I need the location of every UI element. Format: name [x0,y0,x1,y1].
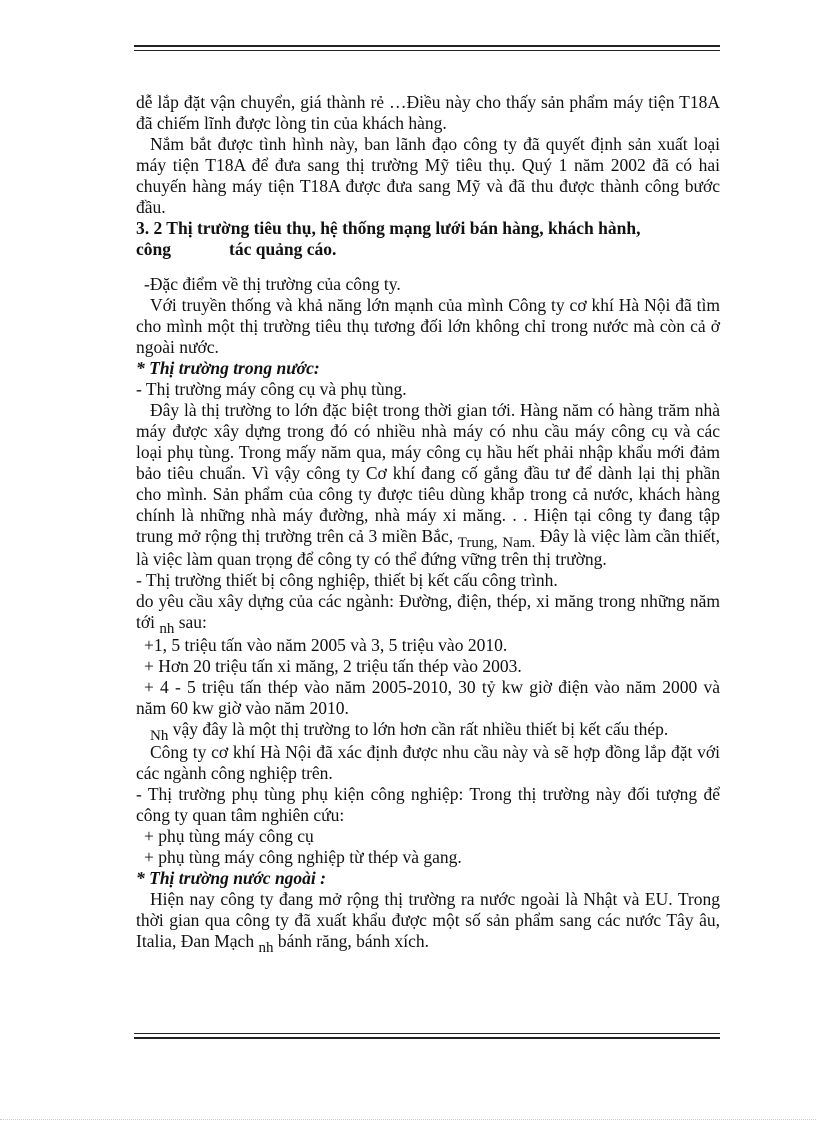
paragraph: dễ lắp đặt vận chuyển, giá thành rẻ …Điều này cho thấy sản phẩm máy tiện T18A đã chiếm lĩnh được lòng tin của khách hàng. [136,92,720,133]
domestic-market-heading: * Thị trường trong nước: [136,358,320,378]
section-heading-line1: 3. 2 Thị trường tiêu thụ, hệ thống mạng lưới bán hàng, khách hành, [136,218,641,238]
plus-item: + Hơn 20 triệu tấn xi măng, 2 triệu tấn thép vào 2003. [144,656,522,676]
paragraph-text: bánh răng, bánh xích. [277,931,429,951]
paragraph: -Đặc điểm về thị trường của công ty. [144,274,401,294]
paragraph: Nắm bắt được tình hình này, ban lãnh đạo công ty đã quyết định sản xuất loại máy tiện T18A để đưa sang thị trường Mỹ tiêu thụ. Quý 1 năm 2002 đã có hai chuyến hàng máy tiện T18A được đưa sang Mỹ và đã thu được thành công bước đầu. [136,134,720,217]
subscript-word: Trung, [457,535,498,551]
paragraph-text: do yêu cầu xây dựng của các ngành: Đường, điện, thép, xi măng trong những năm tới [136,591,720,632]
paragraph-text: sau: [178,612,207,632]
paragraph: Với truyền thống và khả năng lớn mạnh của mình Công ty cơ khí Hà Nội đã tìm cho mình một thị trường tiêu thụ tương đối lớn không chỉ trong nước mà còn cả ở ngoài nước. [136,295,720,357]
subscript-word: nh [258,940,274,956]
section-heading-word: công [136,239,171,259]
paragraph [136,400,720,570]
subscript-word: Nh [150,728,169,744]
footer-rule-thin [134,1033,720,1034]
paragraph [136,719,720,742]
plus-item: + phụ tùng máy công cụ [144,826,314,846]
section-heading [136,218,720,260]
paragraph-text: Đây là việc làm cần thiết, là việc làm quan trọng để công ty có thể đứng vững trên thị trường. [136,526,720,569]
paragraph-text: Đây là thị trường to lớn đặc biệt trong thời gian tới. Hàng năm có hàng trăm nhà máy được xây dựng trong đó có nhiều nhà máy có nhu cầu máy công cụ và các loại phụ tùng. Trong mấy năm qua, máy công cụ hầu hết phải nhập khẩu mới đảm bảo tiêu chuẩn. Vì vậy công ty Cơ khí đang cố gắng đầu tư để dành lại thị phần cho mình. Sản phẩm của công ty được tiêu dùng khắp trong cả nước, khách hàng chính là những nhà máy đường, nhà máy xi măng. . . Hiện tại công ty đang tập trung mở rộng thị trường trên cả 3 miền Bắc, [136,400,720,546]
plus-item: +1, 5 triệu tấn vào năm 2005 và 3, 5 triệu vào 2010. [144,635,508,655]
paragraph [136,591,720,635]
plus-item: + phụ tùng máy công nghiệp từ thép và gang. [144,847,462,867]
header-rule-thin [134,50,720,51]
page-edge [0,1119,816,1120]
paragraph-text: vậy đây là một thị trường to lớn hơn cần rất nhiều thiết bị kết cấu thép. [172,719,669,739]
paragraph [136,889,720,954]
section-heading-rest: tác quảng cáo. [229,239,337,259]
list-item: - Thị trường máy công cụ và phụ tùng. [136,379,407,399]
paragraph-text: Hiện nay công ty đang mở rộng thị trường ra nước ngoài là Nhật và EU. Trong thời gian qua công ty đã xuất khẩu được một số sản phẩm sang các nước Tây âu, Italia, Đan Mạch [136,889,720,951]
document-body [136,92,720,954]
footer-rule-thick [134,1037,720,1039]
foreign-market-heading: * Thị trường nước ngoài : [136,868,326,888]
list-item: - Thị trường thiết bị công nghiệp, thiết bị kết cấu công trình. [136,570,558,590]
subscript-word: Nam. [502,535,536,551]
plus-item: + 4 - 5 triệu tấn thép vào năm 2005-2010, 30 tỷ kw giờ điện vào năm 2000 và năm 60 kw giờ vào năm 2010. [136,677,720,718]
paragraph: - Thị trường phụ tùng phụ kiện công nghiệp: Trong thị trường này đối tượng để công ty quan tâm nghiên cứu: [136,784,720,825]
header-rule-thick [134,45,720,47]
subscript-word: nh [159,621,175,637]
paragraph: Công ty cơ khí Hà Nội đã xác định được nhu cầu này và sẽ hợp đồng lắp đặt với các ngành công nghiệp trên. [136,742,720,783]
